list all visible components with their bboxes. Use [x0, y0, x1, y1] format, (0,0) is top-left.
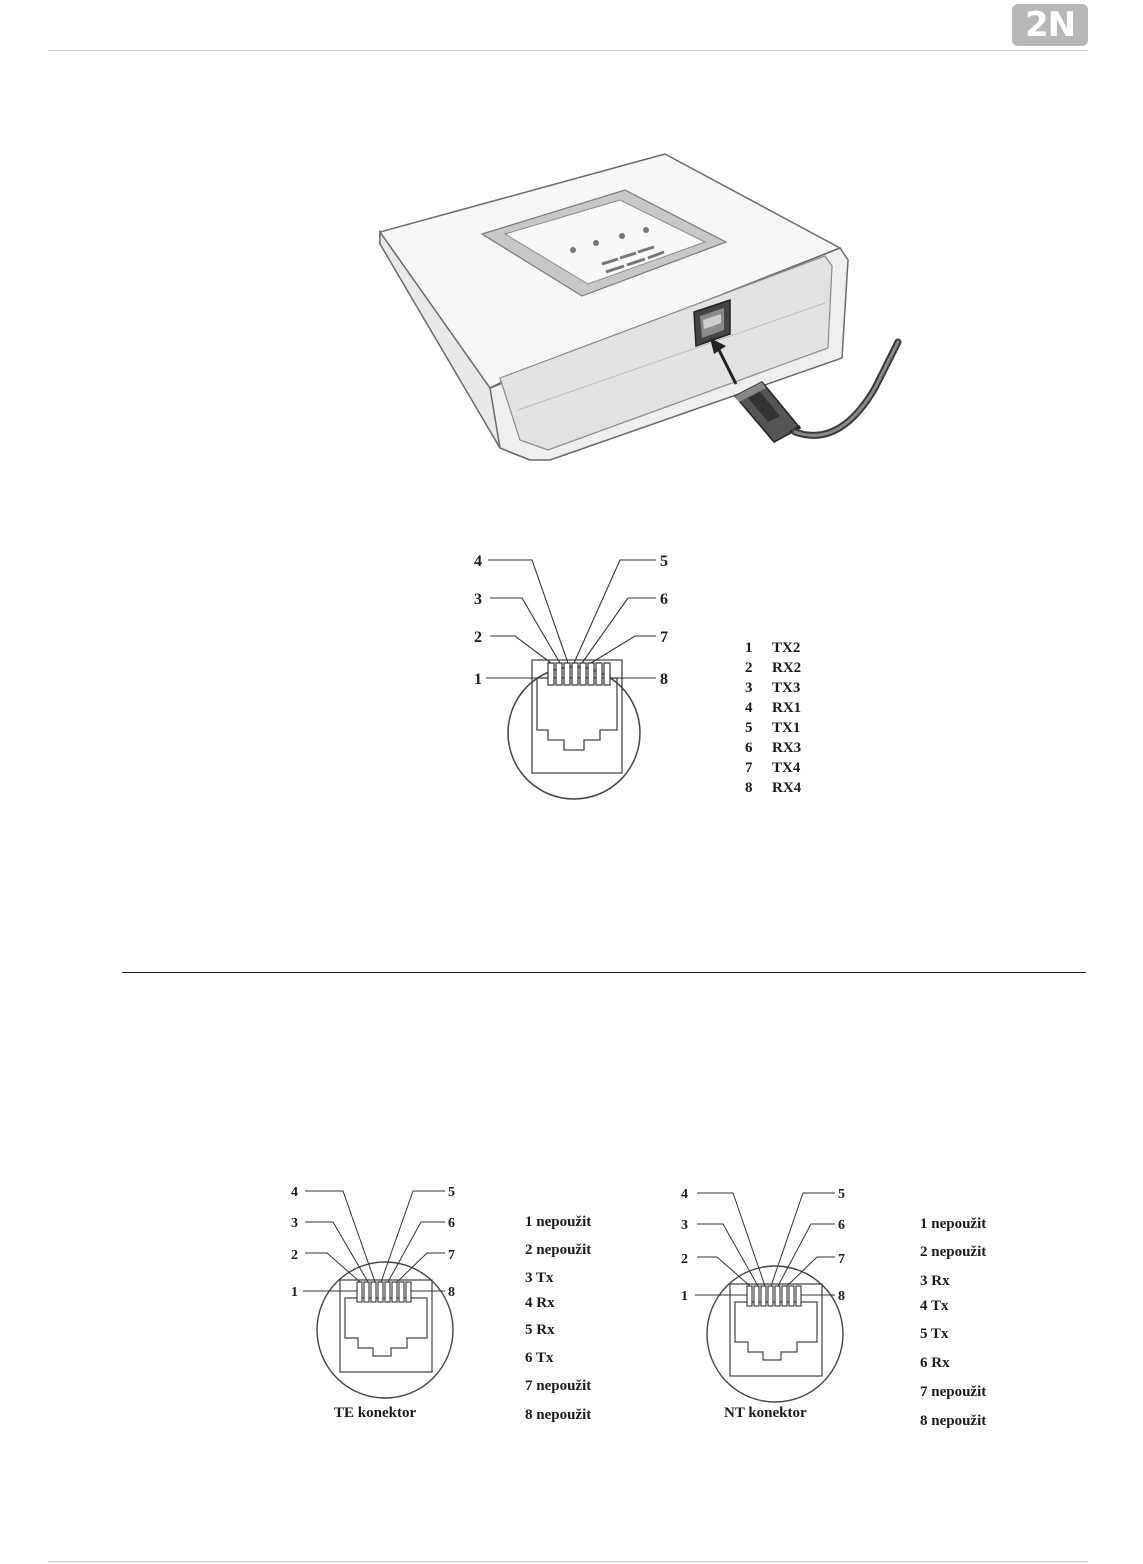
- pinout-row: 8 RX4: [745, 780, 802, 796]
- te-pin-item: 7 nepoužit: [525, 1378, 592, 1394]
- svg-text:6: 6: [448, 1216, 455, 1231]
- svg-text:2: 2: [681, 1252, 688, 1267]
- svg-text:8: 8: [448, 1285, 455, 1300]
- te-connector-label: TE konektor: [334, 1405, 417, 1421]
- rj45-pinout-diagram: [470, 550, 680, 802]
- footer-rule: [48, 1561, 1088, 1562]
- pin-label-5: 5: [660, 553, 668, 570]
- svg-text:8: 8: [838, 1289, 845, 1304]
- svg-text:4: 4: [681, 1187, 688, 1202]
- svg-text:6: 6: [838, 1218, 845, 1233]
- te-pin-item: 4 Rx: [525, 1295, 555, 1311]
- te-pin-item: 5 Rx: [525, 1322, 555, 1338]
- pin-label-8: 8: [660, 671, 668, 688]
- nt-pin-item: 5 Tx: [920, 1326, 949, 1342]
- svg-text:7: 7: [838, 1252, 845, 1267]
- te-pin-item: 8 nepoužit: [525, 1407, 592, 1423]
- nt-pin-item: 6 Rx: [920, 1355, 950, 1371]
- nt-connector-label: NT konektor: [724, 1405, 807, 1421]
- nt-pin-item: 7 nepoužit: [920, 1384, 987, 1400]
- svg-text:2: 2: [291, 1248, 298, 1263]
- pin-label-4: 4: [474, 553, 482, 570]
- brand-logo: 2N: [1012, 4, 1088, 46]
- pinout-row: 1 TX2: [745, 640, 801, 656]
- svg-text:5: 5: [448, 1185, 455, 1200]
- connector-circle: [508, 667, 640, 799]
- te-pin-list: [525, 1213, 645, 1433]
- device-illustration: [370, 148, 910, 478]
- pinout-row: 2 RX2: [745, 660, 802, 676]
- svg-text:7: 7: [448, 1248, 455, 1263]
- te-pin-item: 6 Tx: [525, 1350, 554, 1366]
- svg-text:1: 1: [681, 1289, 688, 1304]
- pin-label-3: 3: [474, 591, 482, 608]
- header-rule: [48, 50, 1088, 51]
- nt-connector-diagram: [675, 1182, 860, 1420]
- pinout-row: 5 TX1: [745, 720, 801, 736]
- nt-pin-item: 8 nepoužit: [920, 1413, 987, 1429]
- nt-pin-item: 1 nepoužit: [920, 1216, 987, 1232]
- svg-text:3: 3: [681, 1218, 688, 1233]
- svg-text:4: 4: [291, 1185, 298, 1200]
- nt-pin-item: 3 Rx: [920, 1273, 950, 1289]
- svg-text:5: 5: [838, 1187, 845, 1202]
- pin-label-6: 6: [660, 591, 668, 608]
- pinout-row: 3 TX3: [745, 680, 801, 696]
- te-connector-diagram: [285, 1180, 470, 1418]
- nt-pin-item: 2 nepoužit: [920, 1244, 987, 1260]
- pin-label-7: 7: [660, 629, 668, 646]
- section-divider: [122, 972, 1086, 973]
- pinout-row: 4 RX1: [745, 700, 802, 716]
- pinout-table: [745, 638, 801, 798]
- nt-pin-item: 4 Tx: [920, 1298, 949, 1314]
- pinout-row: 7 TX4: [745, 760, 801, 776]
- svg-text:3: 3: [291, 1216, 298, 1231]
- te-pin-item: 3 Tx: [525, 1270, 554, 1286]
- nt-pin-list: [920, 1215, 1040, 1435]
- svg-text:1: 1: [291, 1285, 298, 1300]
- pin-label-1: 1: [474, 671, 482, 688]
- pinout-row: 6 RX3: [745, 740, 802, 756]
- te-pin-item: 1 nepoužit: [525, 1214, 592, 1230]
- te-pin-item: 2 nepoužit: [525, 1242, 592, 1258]
- pin-label-2: 2: [474, 629, 482, 646]
